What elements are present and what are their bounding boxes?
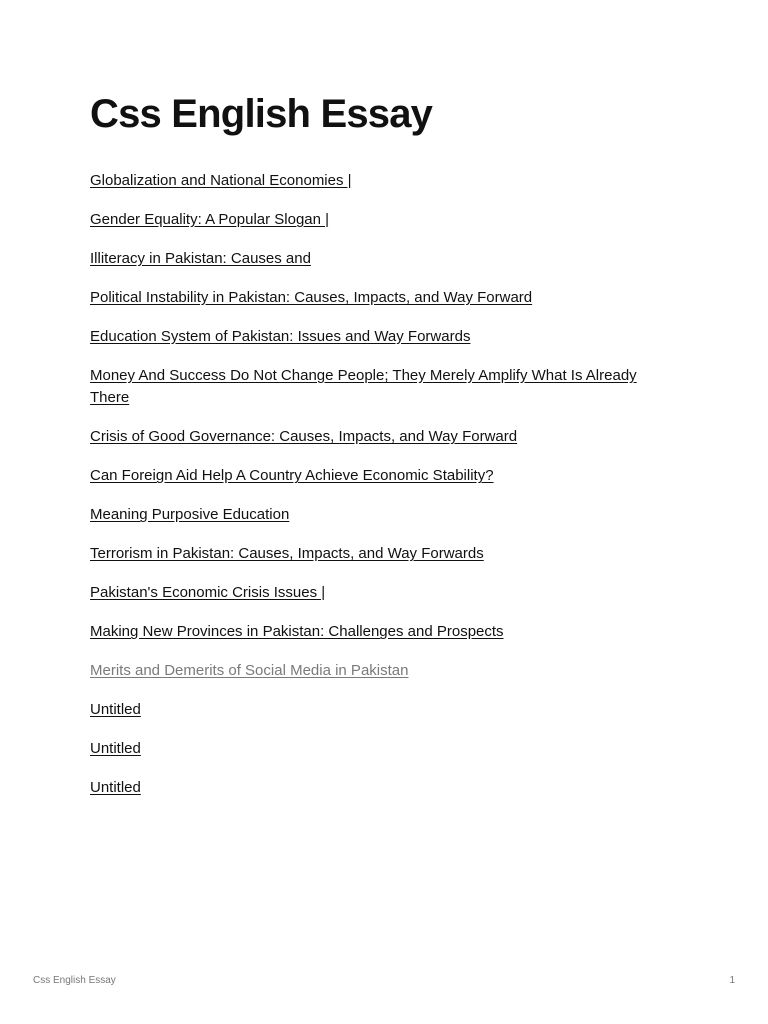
list-item (90, 287, 650, 309)
list-item (90, 738, 650, 760)
list-item (90, 504, 650, 526)
essay-link-foreign-aid[interactable]: Can Foreign Aid Help A Country Achieve Economic Stability? (90, 467, 494, 485)
essay-link-good-governance[interactable]: Crisis of Good Governance: Causes, Impacts, and Way Forward (90, 428, 518, 446)
list-item (90, 248, 650, 270)
essay-link-purposive-education[interactable]: Meaning Purposive Education (90, 506, 290, 524)
essay-link-economic-crisis[interactable]: Pakistan's Economic Crisis Issues | (90, 584, 326, 602)
list-item (90, 621, 650, 643)
list-item (90, 660, 650, 682)
list-item (90, 170, 650, 192)
list-item (90, 582, 650, 604)
list-item (90, 426, 650, 448)
essay-link-political-instability[interactable]: Political Instability in Pakistan: Causes, Impacts, and Way Forward (90, 289, 533, 306)
essay-link-globalization[interactable]: Globalization and National Economies | (90, 172, 352, 189)
list-item (90, 777, 650, 799)
essay-link-untitled-1[interactable]: Untitled (90, 701, 141, 719)
essay-link-gender-equality[interactable]: Gender Equality: A Popular Slogan | (90, 211, 330, 228)
page-title: Css English Essay (90, 92, 433, 136)
list-item (90, 699, 650, 721)
essay-link-list (90, 170, 650, 816)
essay-link-social-media[interactable]: Merits and Demerits of Social Media in Pakistan (90, 662, 409, 680)
list-item (90, 543, 650, 565)
list-item (90, 326, 650, 348)
essay-link-education-system[interactable]: Education System of Pakistan: Issues and Way Forwards (90, 328, 471, 345)
essay-link-untitled-3[interactable]: Untitled (90, 779, 141, 797)
essay-link-terrorism[interactable]: Terrorism in Pakistan: Causes, Impacts, and Way Forwards (90, 545, 484, 563)
essay-link-untitled-2[interactable]: Untitled (90, 740, 141, 758)
list-item (90, 209, 650, 231)
list-item (90, 365, 650, 410)
essay-link-illiteracy[interactable]: Illiteracy in Pakistan: Causes and (90, 250, 311, 267)
essay-link-new-provinces[interactable]: Making New Provinces in Pakistan: Challenges and Prospects (90, 623, 504, 641)
list-item (90, 465, 650, 487)
footer-page-number: 1 (729, 975, 735, 986)
essay-link-money-and-success[interactable]: Money And Success Do Not Change People; They Merely Amplify What Is Already There (90, 367, 637, 407)
footer-document-name: Css English Essay (33, 975, 116, 986)
